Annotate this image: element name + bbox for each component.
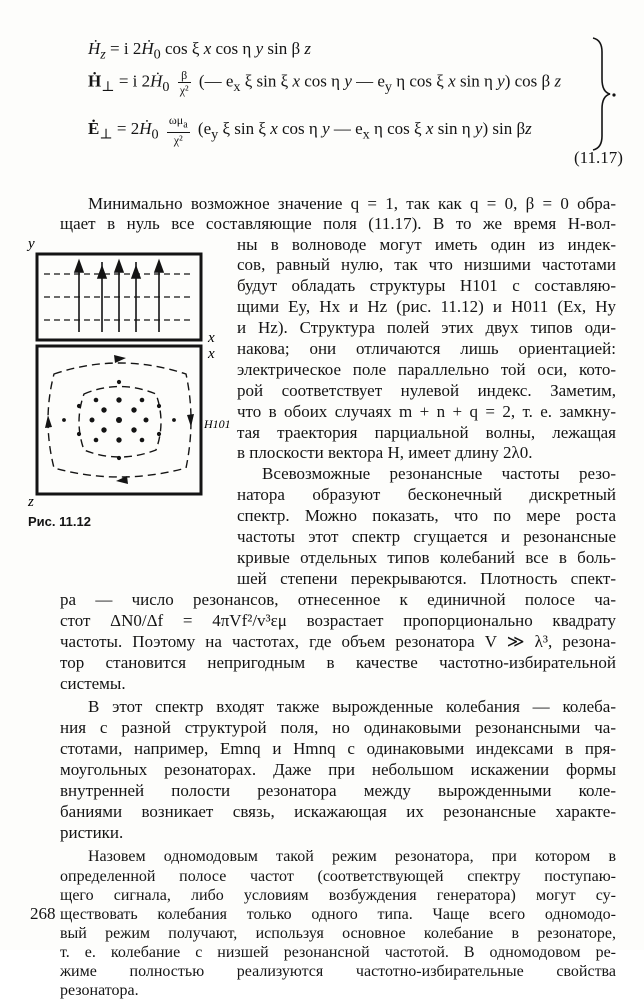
text-line: резонатора.: [60, 982, 139, 999]
text-line: спектр. Можно показать, что по мере роста: [237, 506, 616, 525]
figure-11-12: [24, 234, 231, 510]
text-line: сов, равный нулю, так что низшими частотами: [237, 255, 616, 274]
mode-label: H101: [204, 417, 231, 431]
text-line: стот ΔN0/Δf = 4πVf²/v³εμ возрастает пропорционально квадрату: [60, 611, 616, 630]
text-line: т. е. колебание с низшей резонансной частотой. В одномодовом ре-: [60, 944, 616, 961]
text-line: Минимально возможное значение q = 1, так как q = 0, β = 0 обра-: [88, 194, 616, 213]
equation-e-perp: $Ė_\perp$ = 2Ḣ$_0$ $\frac{\omega\mu_a}{\text{χ²}}$ ($e_y$ ξ sin ξ x cos η y — $e_x$ η cos ξ x sin η y) sin βz: [88, 113, 532, 148]
text-line: ристики.: [60, 823, 124, 842]
text-line: что в обоих случаях m + n + q = 2, т. е. замкну-: [237, 402, 616, 421]
text-line: ны в волноводе могут иметь один из индек-: [237, 235, 616, 254]
text-line: щими Ey, Hx и Hz (рис. 11.12) и H011 (Ex, Hy: [237, 297, 616, 316]
text-line: определенной полосе частот (соответствующей спектру поступаю-: [60, 868, 616, 885]
text-line: жиме полностью реализуются частотно-избирательные свойства: [60, 963, 616, 980]
text-line: накова; они отличаются лишь ориентацией:: [237, 339, 616, 358]
page-number: 268: [30, 904, 56, 923]
text-line: В этот спектр входят также вырожденные колебания — колеба-: [88, 697, 616, 716]
equations-brace: [590, 34, 620, 154]
text-line: ния с разной структурой поля, но одинаковыми резонансными ча-: [60, 718, 616, 737]
equation-hz: Ḣ$_z$ = i 2Ḣ$_0$ cos ξ x cos η y sin β z: [88, 39, 311, 63]
text-line: кривые отдельных типов колебаний все в боль-: [237, 548, 616, 567]
text-line: рой соответствует нулевой индекс. Заметим,: [237, 381, 616, 400]
text-line: Всевозможные резонансные частоты резо-: [262, 464, 616, 483]
text-line: стотами, например, Emnq и Hmnq с одинаковыми индексами в пря-: [60, 739, 616, 758]
text-line: натора образуют бесконечный дискретный: [237, 485, 616, 504]
text-line: Назовем одномодовым такой режим резонатора, при котором в: [88, 848, 616, 865]
text-line: шей степени перекрываются. Плотность спект-: [237, 569, 616, 588]
text-line: в плоскости вектора H, имеет длину 2λ0.: [237, 443, 533, 462]
text-line: частоты. Поэтому на частотах, где объем резонатора V ≫ λ³, резона-: [60, 632, 616, 651]
axis-label-z: z: [28, 494, 34, 510]
text-line: электрическое поле параллельно той оси, кото-: [237, 360, 616, 379]
text-line: баниями возникает связь, искажающая их резонансные характе-: [60, 802, 616, 821]
text-line: моугольных резонаторах. Даже при небольшом искажении формы: [60, 760, 616, 779]
figure-caption: Рис. 11.12: [28, 514, 91, 529]
text-line: вый режим получают, используя основное колебание в резонаторе,: [60, 925, 616, 942]
text-line: ра — число резонансов, отнесенное к единичной полосе ча-: [60, 590, 616, 609]
text-line: будут обладать структуры H101 с составляю-: [237, 276, 616, 295]
axis-label-x-bottom: x: [208, 346, 215, 362]
text-line: внутренней полости резонатора между вырожденными коле-: [60, 781, 616, 800]
axis-label-x-top: x: [208, 330, 215, 346]
text-line: тая траектория парциальной волны, лежащая: [237, 423, 616, 442]
text-line: щего сигнала, либо условиям возбуждения генератора) могут су-: [60, 887, 616, 904]
text-line: щает в нуль все составляющие поля (11.17). В то же время H-вол-: [60, 214, 616, 233]
equation-number: (11.17): [574, 148, 623, 167]
text-line: частоты этот спектр сгущается и резонансные: [237, 527, 616, 546]
axis-label-y: y: [28, 236, 35, 252]
text-line: и Hz). Структура полей этих двух типов оди-: [237, 318, 616, 337]
text-line: системы.: [60, 674, 126, 693]
text-line: тор становится непригодным в качестве частотно-избирательной: [60, 653, 616, 672]
equation-h-perp: Ḣ$_\perp$ = i 2Ḣ$_0$ $\frac{\beta}{\text{χ²}}$ (— $e_x$ ξ sin ξ x cos η y — $e_y$ η cos ξ x sin η y) cos β z: [88, 68, 562, 97]
text-line: ществовать колебания только одного типа. Чаще всего одномодо-: [60, 906, 616, 923]
